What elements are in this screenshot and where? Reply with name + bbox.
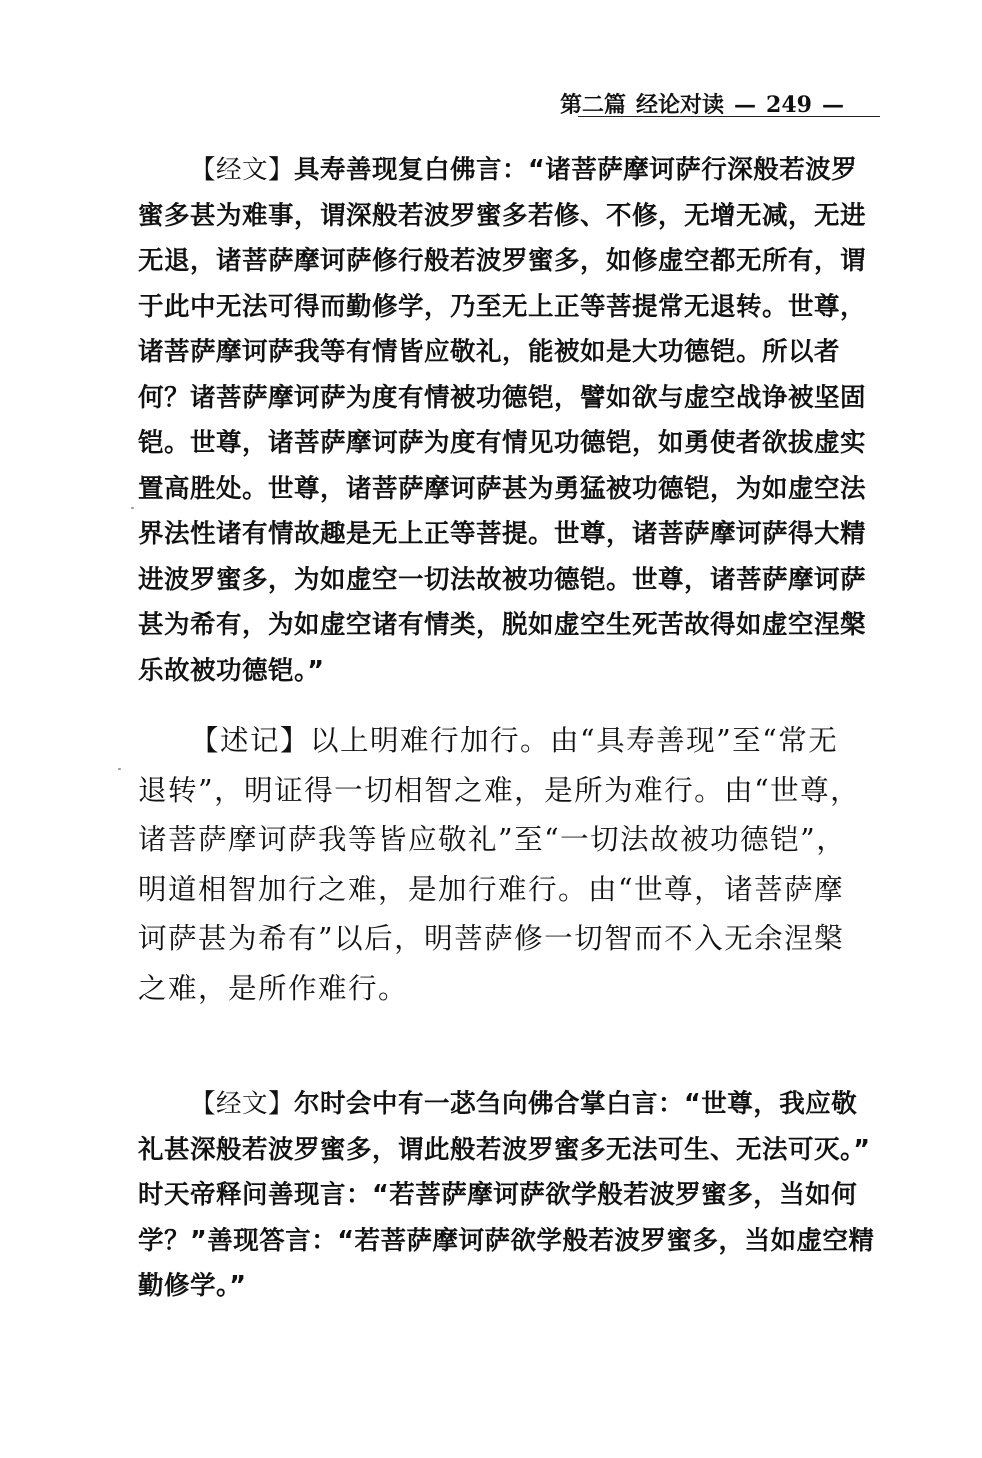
text-line: 界法性诸有情故趣是无上正等菩提。世尊，诸菩萨摩诃萨得大精: [138, 519, 867, 549]
text-line: 学？”善现答言：“若菩萨摩诃萨欲学般若波罗蜜多，当如虚空精: [138, 1225, 875, 1256]
text-line: 之难，是所作难行。: [138, 971, 409, 1005]
scan-speck: [118, 768, 121, 770]
text-line: 无退，诸菩萨摩诃萨修行般若波罗蜜多，如修虚空都无所有，谓: [138, 246, 867, 276]
text-line: 蜜多甚为难事，谓深般若波罗蜜多若修、不修，无增无减，无进: [138, 200, 867, 231]
text-line: 【述记】以上明难行加行。由“具寿善现”至“常无: [190, 724, 839, 757]
sutra-label: 【经文】: [190, 1089, 295, 1119]
text-line: 诸菩萨摩诃萨我等皆应敬礼”至“一切法故被功德铠”，: [138, 823, 847, 856]
sutra-paragraph: [138, 148, 884, 694]
text-line: 于此中无法可得而勤修学，乃至无上正等菩提常无退转。世尊，: [138, 291, 867, 322]
text-line: 乐故被功德铠。”: [138, 655, 325, 686]
running-head: [560, 88, 890, 119]
text-line: 【经文】具寿善现复白佛言：“诸菩萨摩诃萨行深般若波罗: [190, 155, 858, 185]
text-line: 退转”，明证得一切相智之难，是所为难行。由“世尊，: [138, 773, 861, 807]
text-line: 甚为希有，为如虚空诸有情类，脱如虚空生死苦故得如虚空涅槃: [138, 610, 867, 640]
sutra-label: 【经文】: [190, 155, 295, 185]
text-line: 勤修学。”: [138, 1271, 247, 1301]
commentary-paragraph: [138, 716, 884, 1013]
header-rule: [578, 116, 880, 117]
section-title: 经论对读: [636, 92, 725, 118]
page-number-dash-left: —: [734, 92, 757, 118]
text-line: 置高胜处。世尊，诸菩萨摩诃萨甚为勇猛被功德铠，为如虚空法: [138, 473, 867, 504]
chapter-title: 第二篇: [560, 92, 627, 118]
text-line: 何？诸菩萨摩诃萨为度有情被功德铠，譬如欲与虚空战诤被坚固: [138, 382, 867, 413]
sutra-paragraph: [138, 1082, 884, 1310]
page-number: 249: [766, 92, 812, 118]
text-line: 诸菩萨摩诃萨我等有情皆应敬礼，能被如是大功德铠。所以者: [138, 337, 841, 367]
scan-speck: [131, 507, 134, 509]
text-line: 明道相智加行之难，是加行难行。由“世尊，诸菩萨摩: [138, 872, 845, 906]
text-line: 礼甚深般若波罗蜜多，谓此般若波罗蜜多无法可生、无法可灭。”: [138, 1134, 871, 1165]
text-line: 铠。世尊，诸菩萨摩诃萨为度有情见功德铠，如勇使者欲拔虚实: [138, 428, 867, 458]
text-line: 诃萨甚为希有”以后，明菩萨修一切智而不入无余涅槃: [138, 922, 845, 955]
page-number-dash-right: —: [821, 92, 844, 118]
commentary-label: 【述记】: [190, 724, 311, 757]
text-line: 【经文】尔时会中有一苾刍向佛合掌白言：“世尊，我应敬: [190, 1089, 858, 1119]
text-line: 进波罗蜜多，为如虚空一切法故被功德铠。世尊，诸菩萨摩诃萨: [138, 564, 867, 595]
text-line: 时天帝释问善现言：“若菩萨摩诃萨欲学般若波罗蜜多，当如何: [138, 1180, 858, 1210]
